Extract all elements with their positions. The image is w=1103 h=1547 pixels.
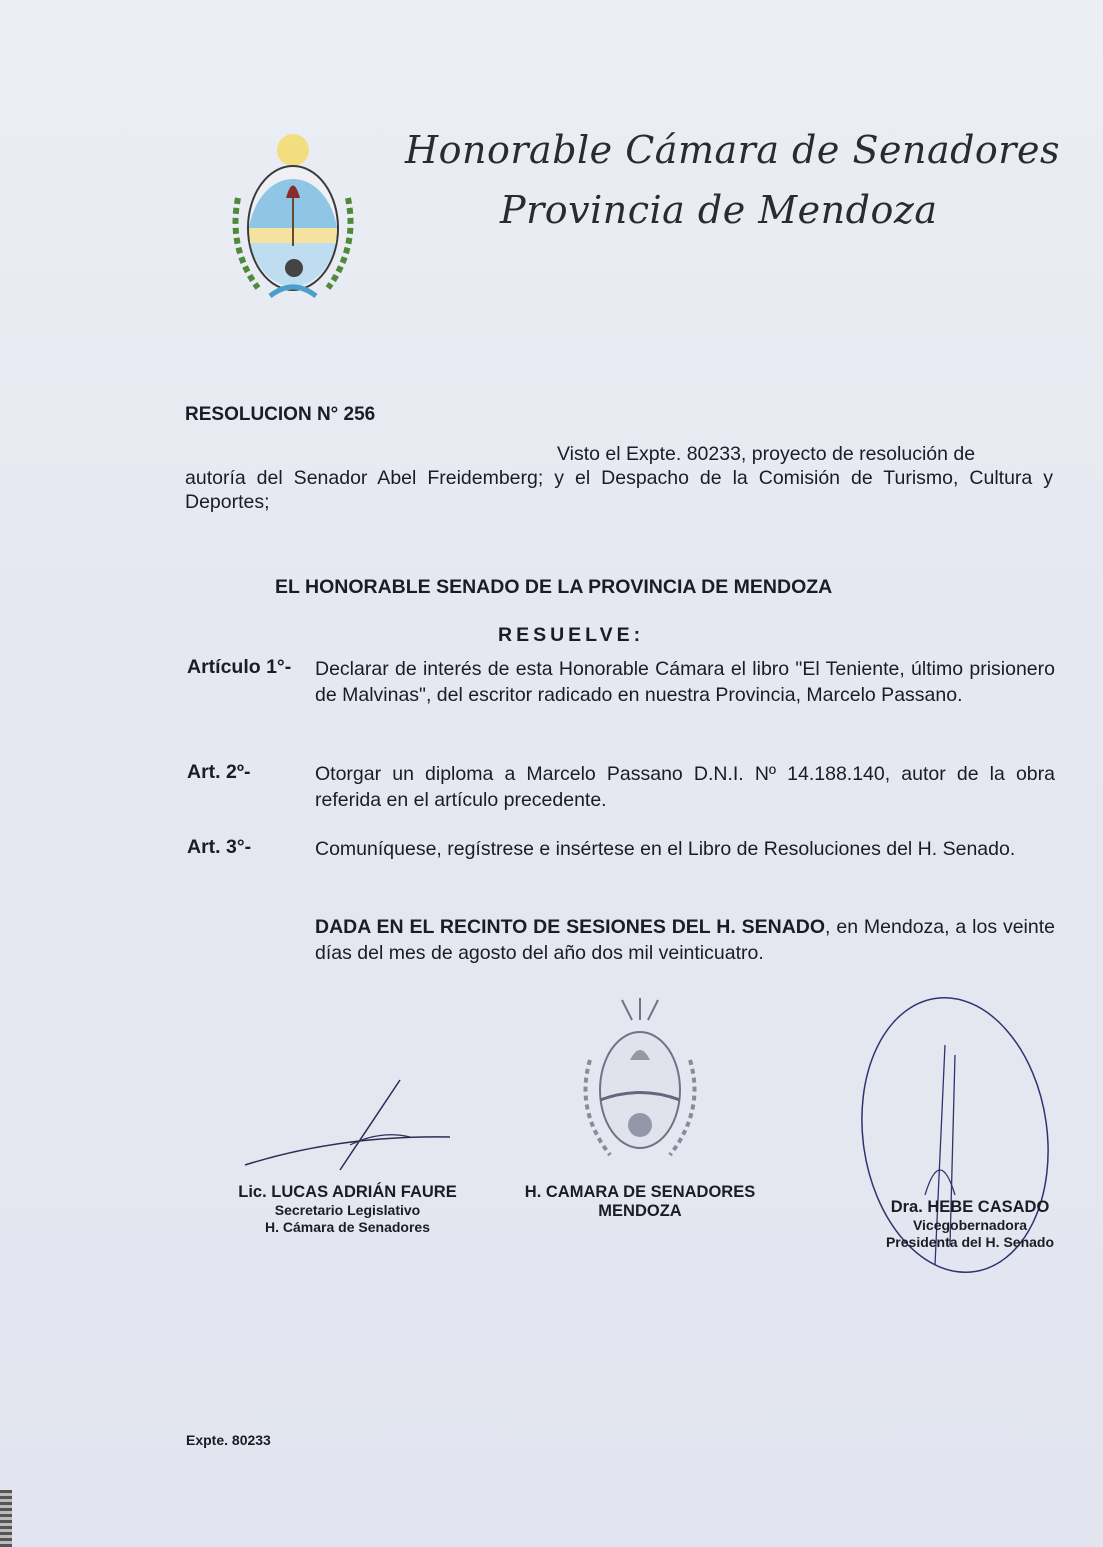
signer-right-org: Presidenta del H. Senado xyxy=(885,1234,1055,1250)
letterhead-subtitle: Provincia de Mendoza xyxy=(500,188,938,232)
seal-line-1: H. CAMARA DE SENADORES xyxy=(524,1183,756,1201)
article-3-text: Comuníquese, regístrese e insértese en el Libro de Resoluciones del H. Senado. xyxy=(315,838,1016,860)
signature-left xyxy=(220,1183,475,1236)
qr-code-fragment-icon xyxy=(0,1490,12,1547)
footer-expte: Expte. 80233 xyxy=(186,1432,271,1448)
signature-center xyxy=(510,1183,770,1221)
visto-continuation: autoría del Senador Abel Freidemberg; y el Despacho de la Comisión de Turismo, Cultura y Deportes; xyxy=(185,467,1053,513)
signer-left-name: Lic. LUCAS ADRIÁN FAURE xyxy=(238,1183,457,1201)
article-2-label: Art. 2º- xyxy=(187,761,251,783)
issuer-heading: EL HONORABLE SENADO DE LA PROVINCIA DE MENDOZA xyxy=(275,576,833,598)
article-1-text: Declarar de interés de esta Honorable Cámara el libro "El Teniente, último prisionero de Malvinas", del escritor radicado en nuestra Provincia, Marcelo Passano. xyxy=(315,658,1055,706)
article-2-text: Otorgar un diploma a Marcelo Passano D.N.I. Nº 14.188.140, autor de la obra referida en el artículo precedente. xyxy=(315,763,1055,811)
resolution-number: RESOLUCION N° 256 xyxy=(185,404,376,425)
signer-right-title: Vicegobernadora xyxy=(912,1217,1028,1233)
article-3-label: Art. 3°- xyxy=(187,836,252,858)
seal-line-2: MENDOZA xyxy=(598,1202,682,1220)
mendoza-crest-icon xyxy=(218,128,368,308)
resuelve-heading: RESUELVE: xyxy=(498,624,645,646)
closing-bold: DADA EN EL RECINTO DE SESIONES DEL H. SENADO xyxy=(315,916,826,938)
senate-seal-icon xyxy=(570,990,710,1175)
closing-statement xyxy=(315,914,1055,966)
article-1-label: Artículo 1°- xyxy=(187,656,292,678)
letterhead-title: Honorable Cámara de Senadores xyxy=(405,128,1060,172)
signer-left-title: Secretario Legislativo xyxy=(274,1202,421,1218)
signature-right xyxy=(860,1198,1080,1251)
signer-right-name: Dra. HEBE CASADO xyxy=(890,1198,1050,1216)
visto-first-line: Visto el Expte. 80233, proyecto de resolución de xyxy=(557,443,976,465)
closing-rest: , en Mendoza, a los veinte días del mes de agosto del año dos mil veinticuatro. xyxy=(315,916,1055,964)
signature-scribble-left-icon xyxy=(240,1075,460,1180)
signer-left-org: H. Cámara de Senadores xyxy=(265,1219,430,1235)
